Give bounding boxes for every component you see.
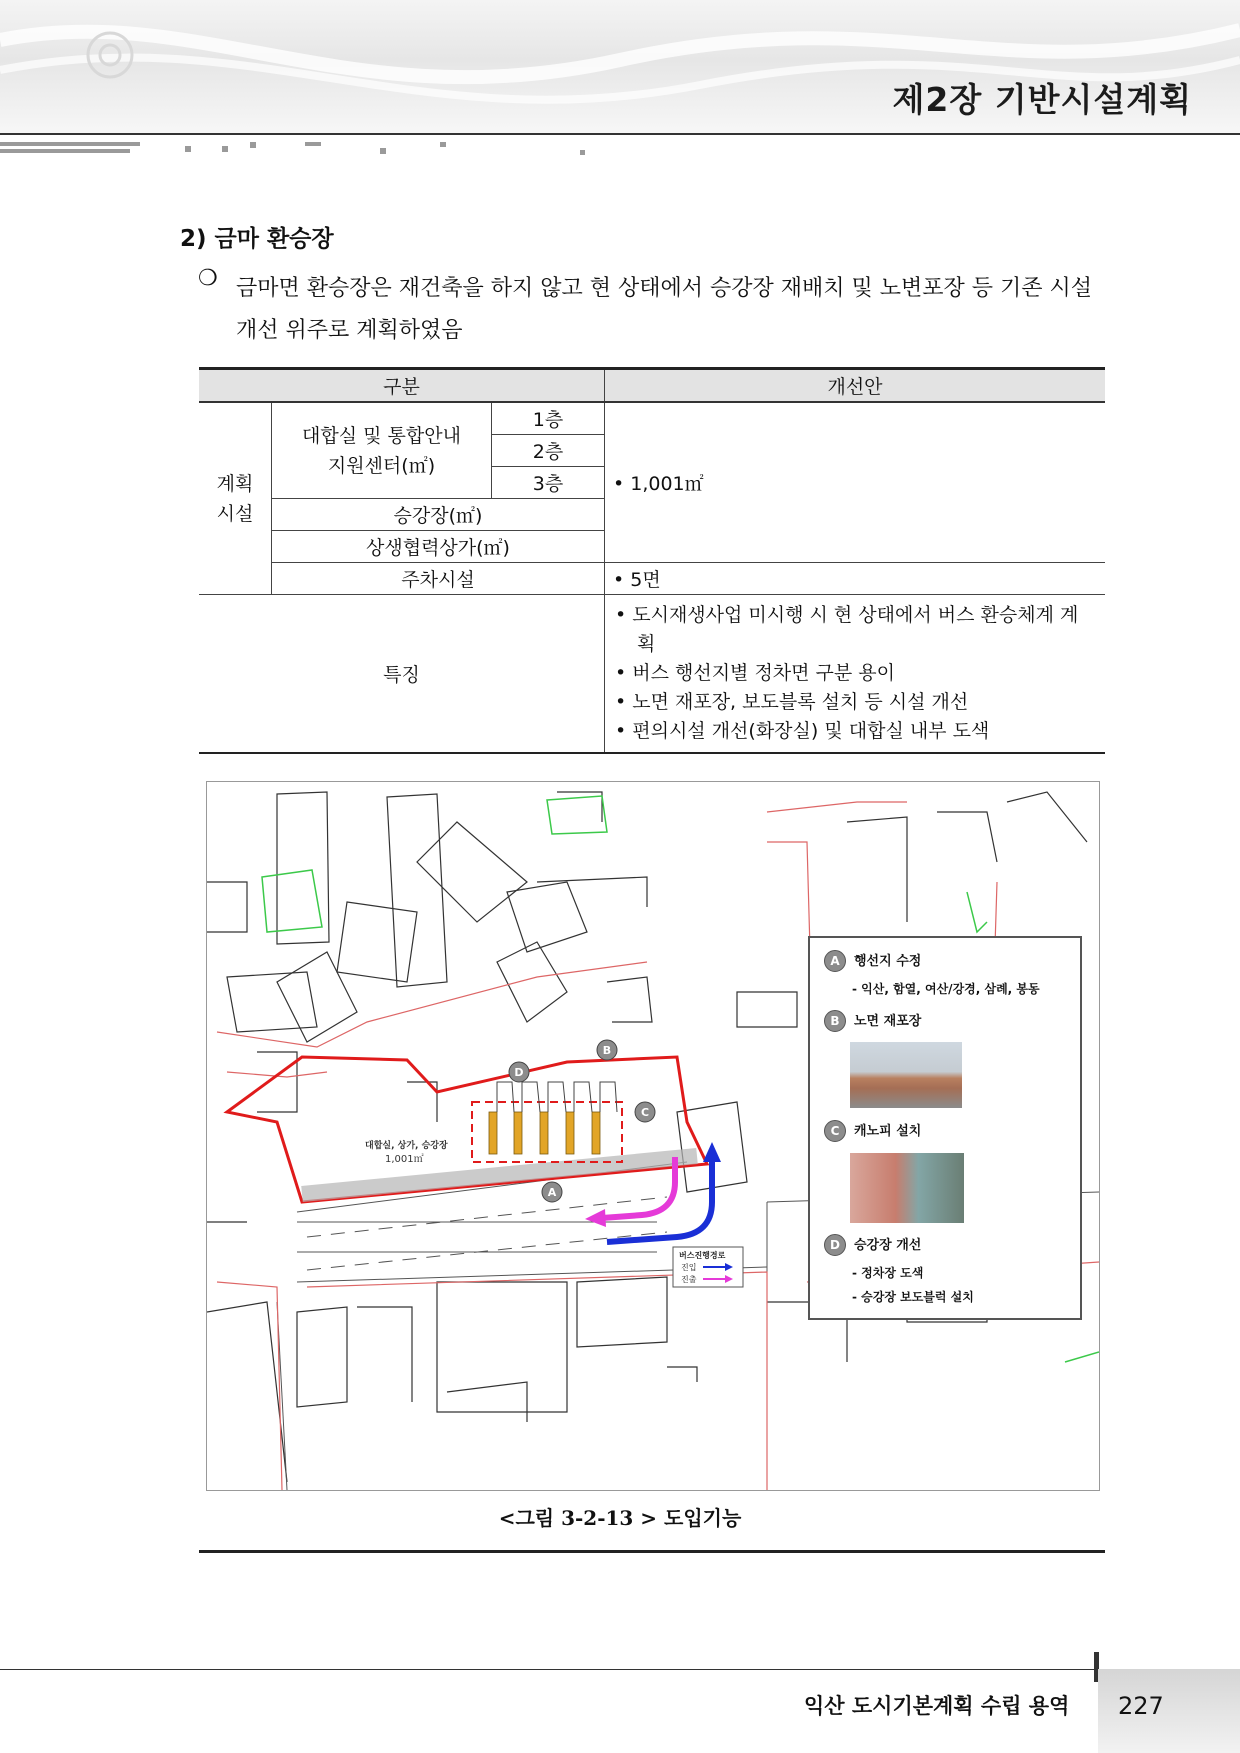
route-legend-title: 버스진행경로 — [679, 1251, 726, 1260]
feature-list — [605, 595, 1106, 754]
bullet-icon: ❍ — [198, 266, 218, 291]
figure-caption: <그림 3-2-13 > 도입기능 — [498, 1506, 742, 1530]
shops-label: 상생협력상가(㎡) — [272, 531, 605, 563]
area-value: • 1,001㎡ — [605, 402, 1106, 563]
road-repaving-photo — [850, 1042, 962, 1108]
route-in-label: 진입 — [681, 1263, 697, 1272]
legend-d-sub2: - 승강장 보도블럭 설치 — [852, 1290, 974, 1304]
canopy-photo — [850, 1153, 964, 1223]
header-rule — [0, 133, 1240, 135]
marker-c-icon: C — [824, 1120, 846, 1142]
section-title: 2) 금마 환승장 — [180, 226, 334, 252]
header-dot-pattern — [0, 140, 620, 158]
marker-d-icon: D — [824, 1234, 846, 1256]
feature-item: • 노면 재포장, 보도블록 설치 등 시설 개선 — [615, 691, 969, 713]
table-header-category: 구분 — [199, 369, 605, 403]
platform-label: 승강장(㎡) — [272, 499, 605, 531]
section-paragraph: 금마면 환승장은 재건축을 하지 않고 현 상태에서 승강장 재배치 및 노변포장 등 기존 시설 개선 위주로 계획하였음 — [236, 276, 1092, 343]
plan-facility-label: 계획 시설 — [199, 402, 272, 595]
floor-3: 3층 — [492, 467, 605, 499]
parking-label: 주차시설 — [272, 563, 605, 595]
legend-a-sub: - 익산, 함열, 여산/강경, 삼례, 봉동 — [852, 982, 1040, 996]
marker-c: C — [640, 1106, 650, 1119]
floor-1: 1층 — [492, 402, 605, 435]
legend-item-a: A 행선지 수정 — [824, 950, 921, 972]
map-legend-panel — [808, 936, 1082, 1320]
floor-2: 2층 — [492, 435, 605, 467]
marker-a-icon: A — [824, 950, 846, 972]
site-area: 1,001㎡ — [385, 1154, 424, 1165]
parking-value: • 5면 — [605, 563, 1106, 595]
legend-item-b: B 노면 재포장 — [824, 1010, 921, 1032]
marker-d: D — [514, 1066, 524, 1079]
site-label: 대합실, 상가, 승강장 — [365, 1141, 448, 1151]
marker-a: A — [547, 1186, 557, 1199]
legend-item-c: C 캐노피 설치 — [824, 1120, 921, 1142]
legend-item-d: D 승강장 개선 — [824, 1234, 921, 1256]
feature-item: • 편의시설 개선(화장실) 및 대합실 내부 도색 — [615, 720, 990, 742]
table-header-plan: 개선안 — [605, 369, 1106, 403]
waiting-room-label: 대합실 및 통합안내 지원센터(㎡) — [272, 402, 492, 499]
marker-b-icon: B — [824, 1010, 846, 1032]
legend-d-sub1: - 정차장 도색 — [852, 1266, 924, 1280]
feature-label: 특징 — [199, 595, 605, 754]
facility-plan-table — [199, 367, 1105, 754]
route-out-label: 진출 — [681, 1275, 697, 1284]
page-number: 227 — [1118, 1692, 1164, 1720]
feature-item: • 버스 행선지별 정차면 구분 용이 — [615, 662, 896, 684]
footer-rule — [0, 1669, 1098, 1670]
chapter-title: 제2장 기반시설계획 — [892, 80, 1192, 119]
marker-b: B — [602, 1044, 612, 1057]
feature-item: • 도시재생사업 미시행 시 현 상태에서 버스 환승체계 계획 — [615, 604, 1079, 655]
section-end-rule — [199, 1550, 1105, 1553]
footer-title: 익산 도시기본계획 수립 용역 — [804, 1694, 1070, 1718]
